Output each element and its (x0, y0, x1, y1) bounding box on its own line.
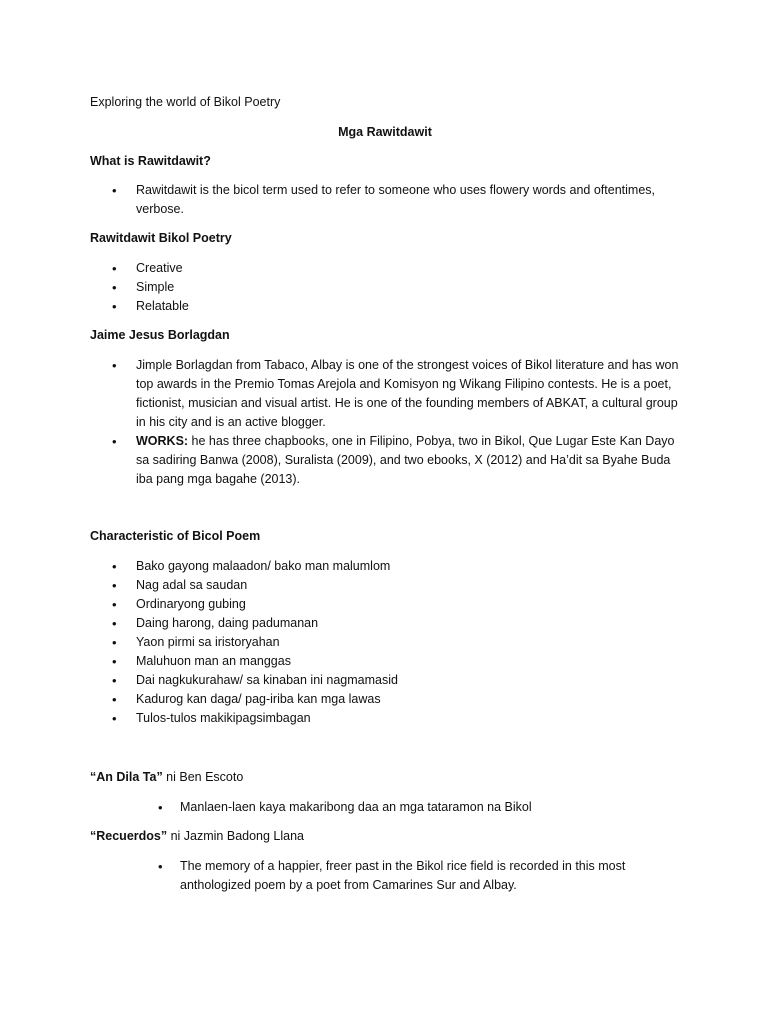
poem-title: “An Dila Ta” (90, 770, 163, 784)
characteristic-list (90, 557, 680, 728)
list-item: • Manlaen-laen kaya makaribong daa an mga tataramon na Bikol (90, 798, 680, 817)
list-item: • Relatable (90, 297, 680, 316)
list-item: • Daing harong, daing padumanan (90, 614, 680, 633)
list-item: • Simple (90, 278, 680, 297)
list-item: • Nag adal sa saudan (90, 576, 680, 595)
section-heading-jaime: Jaime Jesus Borlagdan (90, 328, 230, 342)
list-item: • The memory of a happier, freer past in the Bikol rice field is recorded in this most anthologized poem by a poet from Camarines Sur and Albay. (90, 857, 680, 895)
list-item: • Ordinaryong gubing (90, 595, 680, 614)
poem-title: “Recuerdos” (90, 829, 168, 843)
an-dila-list (90, 798, 680, 817)
list-item: • Tulos-tulos makikipagsimbagan (90, 709, 680, 728)
list-item: • Maluhuon man an manggas (90, 652, 680, 671)
section-heading-bikol-poetry: Rawitdawit Bikol Poetry (90, 231, 232, 245)
what-is-list (90, 181, 680, 219)
section-heading-what-is: What is Rawitdawit? (90, 154, 211, 168)
list-item: • Creative (90, 259, 680, 278)
poem-author: ni Ben Escoto (162, 770, 244, 784)
poem-author: ni Jazmin Badong Llana (167, 829, 305, 843)
list-item (90, 432, 680, 489)
works-label: WORKS: (136, 434, 189, 448)
section-heading-an-dila (90, 768, 680, 787)
list-item: • Bako gayong malaadon/ bako man malumlom (90, 557, 680, 576)
section-heading-characteristic: Characteristic of Bicol Poem (90, 529, 261, 543)
document-title: Exploring the world of Bikol Poetry (90, 95, 281, 109)
list-item: • Rawitdawit is the bicol term used to refer to someone who uses flowery words and oftentimes, verbose. (90, 181, 680, 219)
section-heading-recuerdos (90, 827, 680, 846)
list-item: • Dai nagkukurahaw/ sa kinaban ini nagmamasid (90, 671, 680, 690)
main-heading: Mga Rawitdawit (338, 125, 432, 139)
list-item: • Kadurog kan daga/ pag-iriba kan mga lawas (90, 690, 680, 709)
works-text: he has three chapbooks, one in Filipino, Pobya, two in Bikol, Que Lugar Este Kan Dayo sa sadiring Banwa (2008), Suralista (2009), and two ebooks, X (2012) and Ha’dit sa Byahe Buda iba pang mga bagahe (2013). (136, 434, 675, 486)
list-item: • Jimple Borlagdan from Tabaco, Albay is one of the strongest voices of Bikol literature and has won top awards in the Premio Tomas Arejola and Komisyon ng Wikang Filipino contests. He is a poet, fictionist, musician and visual artist. He is one of the founding members of ABKAT, a cultural group in his city and is an active blogger. (90, 356, 680, 432)
list-item: • Yaon pirmi sa iristoryahan (90, 633, 680, 652)
recuerdos-list (90, 857, 680, 895)
bikol-poetry-list (90, 259, 680, 316)
jaime-list (90, 356, 680, 489)
